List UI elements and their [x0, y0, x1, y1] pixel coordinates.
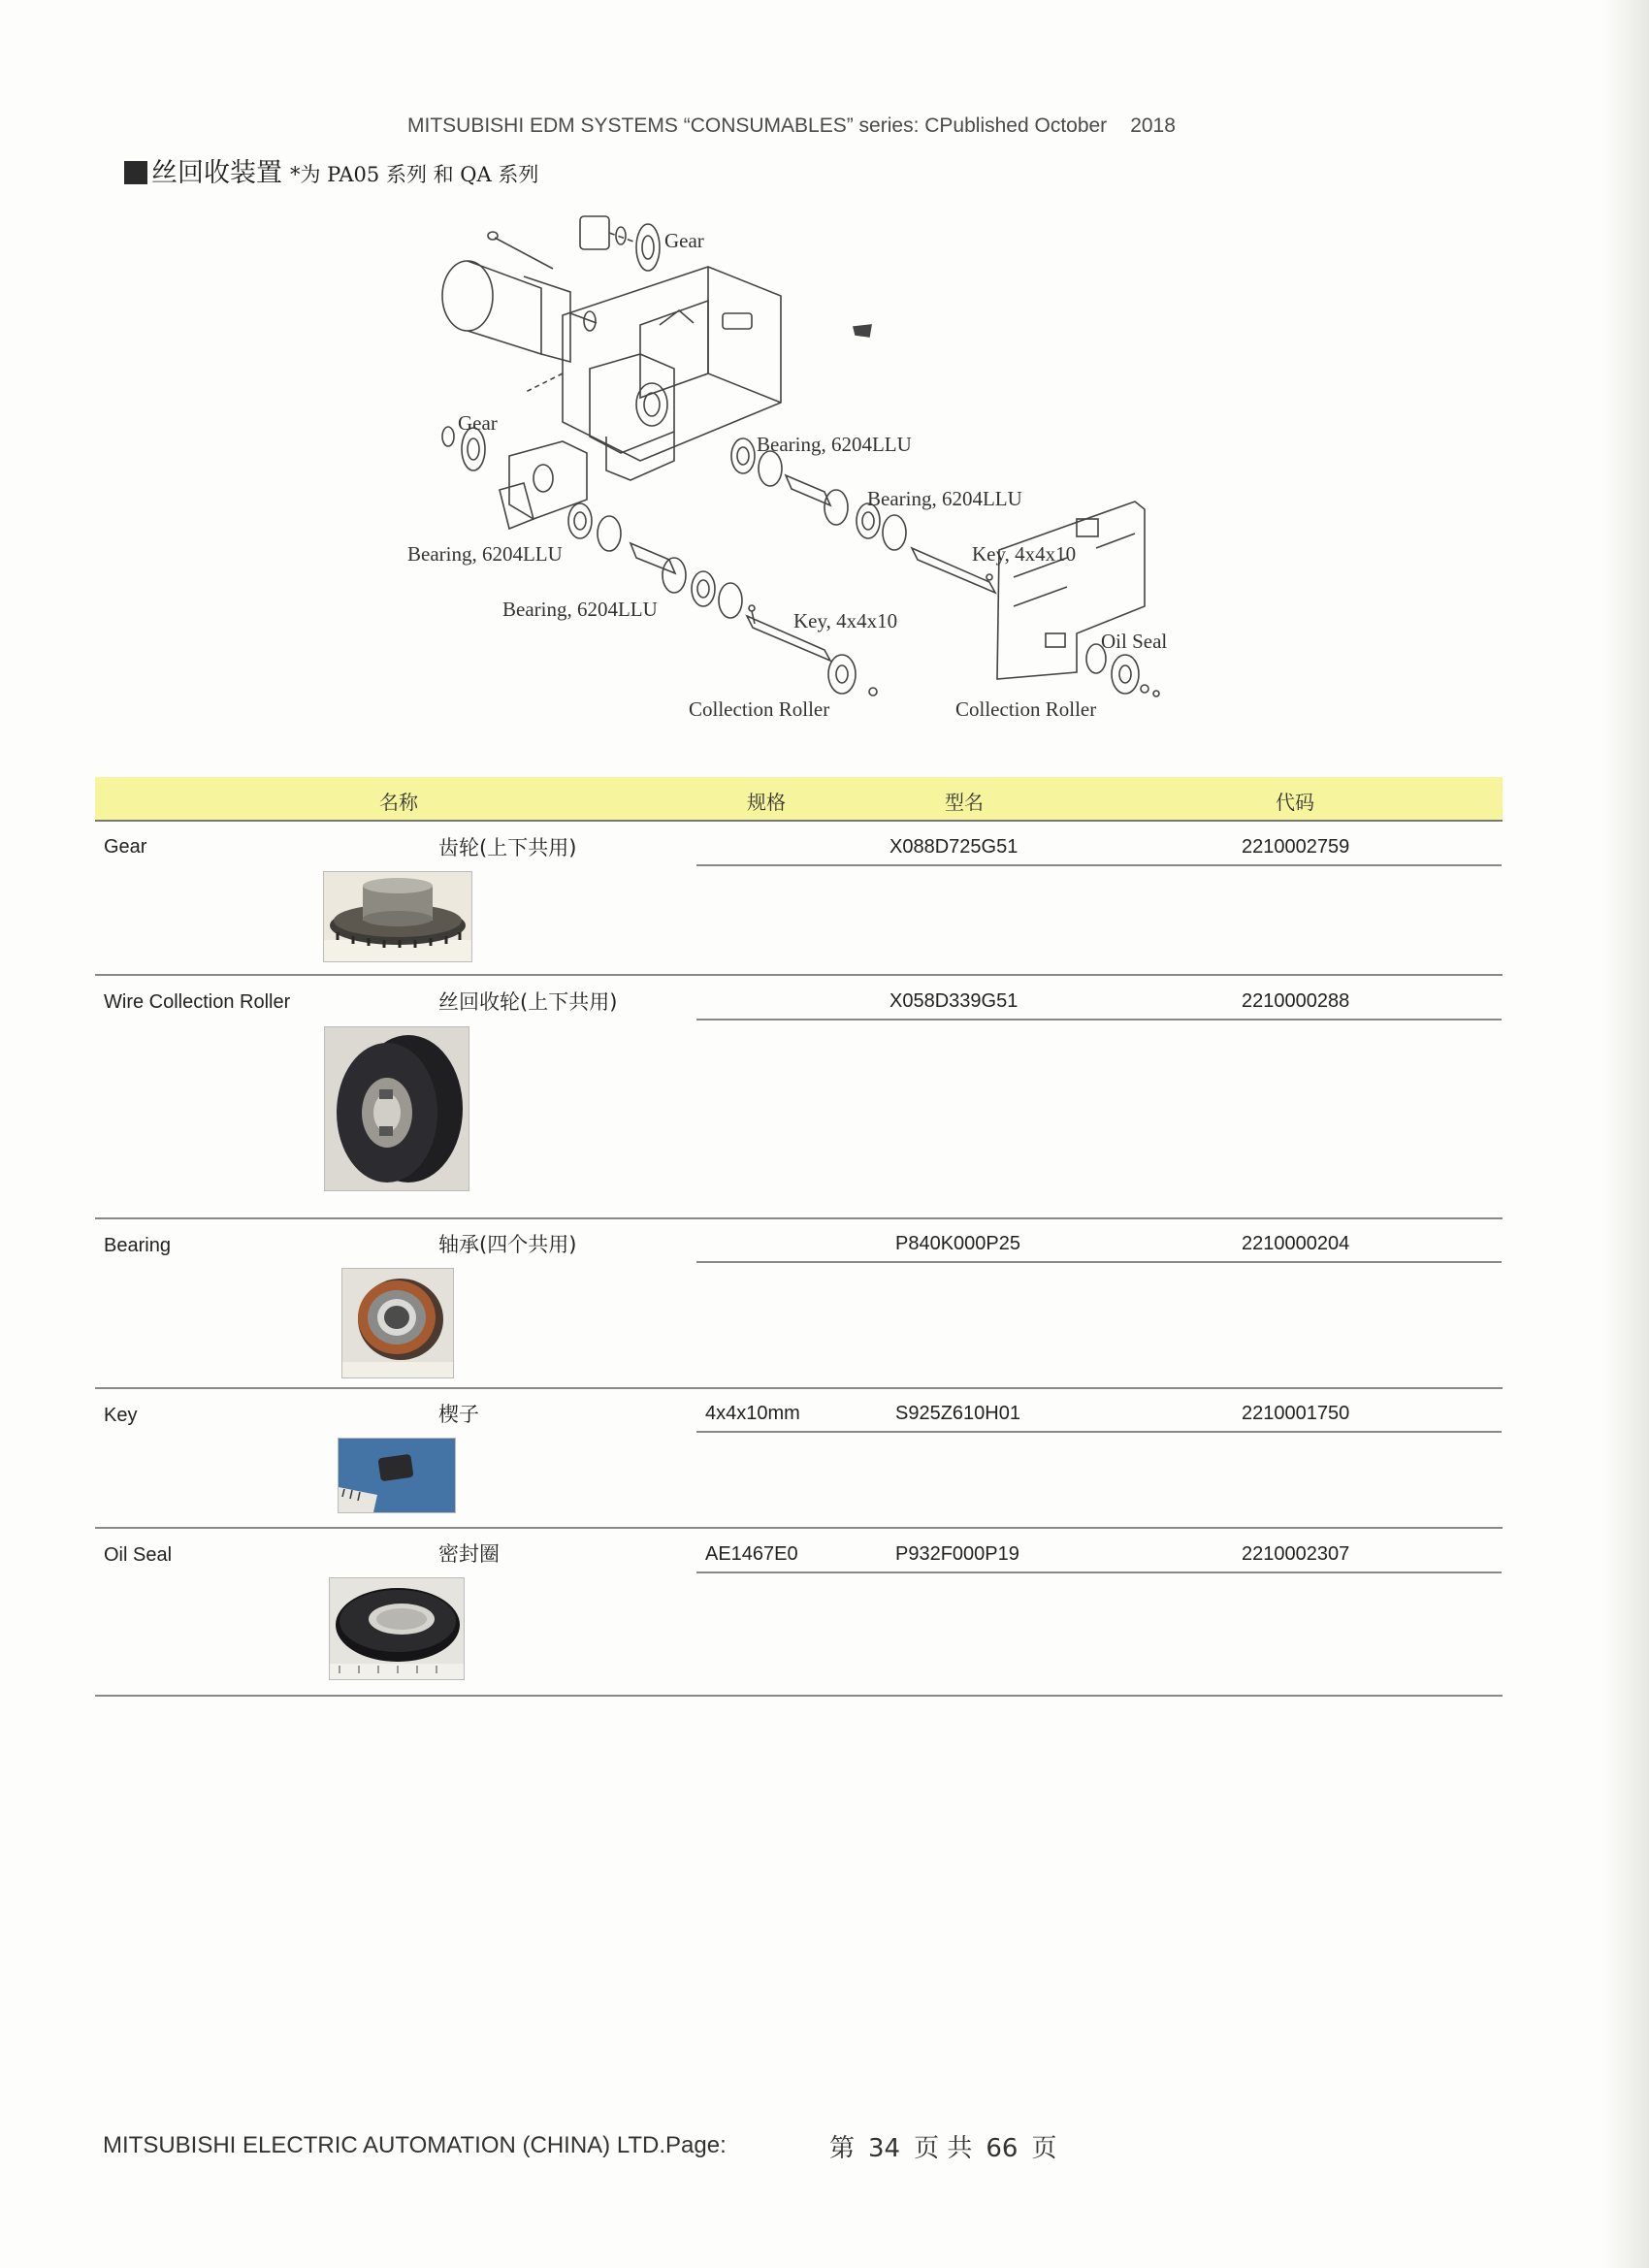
footer-page-mid: 页 共 — [914, 2134, 973, 2163]
gear-photo — [323, 871, 472, 962]
bearing-photo — [341, 1268, 454, 1378]
row-name-en: Key — [104, 1405, 138, 1426]
header-year: 2018 — [1130, 114, 1176, 137]
footer-page-number: 34 — [868, 2134, 901, 2163]
section-title-cn: 丝回收装置 — [151, 158, 282, 188]
diagram-label-bearing-2: Bearing, 6204LLU — [867, 487, 1022, 510]
exploded-parts-diagram — [398, 199, 1193, 737]
diagram-label-oil-seal: Oil Seal — [1101, 630, 1168, 653]
roller-photo — [324, 1026, 469, 1191]
section-title — [124, 151, 538, 189]
row-code: 2210000204 — [1242, 1233, 1350, 1254]
diagram-label-key-left: Key, 4x4x10 — [793, 609, 898, 632]
row-model: S925Z610H01 — [895, 1403, 1020, 1424]
row-spec: 4x4x10mm — [705, 1403, 800, 1424]
row-model: X088D725G51 — [889, 836, 1018, 858]
row-subline — [696, 1261, 1502, 1263]
diagram-label-bearing-3: Bearing, 6204LLU — [407, 542, 563, 566]
diagram-label-roller-left: Collection Roller — [689, 697, 830, 721]
row-name-en: Wire Collection Roller — [104, 991, 291, 1013]
diagram-label-gear-top: Gear — [664, 229, 704, 252]
oil-seal-photo — [329, 1577, 465, 1680]
row-code: 2210002307 — [1242, 1543, 1350, 1565]
row-subline — [696, 1019, 1502, 1021]
row-name-cn: 齿轮(上下共用) — [438, 836, 577, 859]
row-model: X058D339G51 — [889, 990, 1018, 1012]
footer-page-suffix: 页 — [1031, 2134, 1057, 2163]
diagram-label-bearing-4: Bearing, 6204LLU — [502, 598, 658, 621]
diagram-label-key-right: Key, 4x4x10 — [972, 542, 1077, 566]
header-model: 型名 — [945, 793, 984, 814]
diagram-label-gear-left: Gear — [458, 411, 498, 435]
row-subline — [696, 1431, 1502, 1433]
footer-page-total: 66 — [986, 2134, 1018, 2163]
row-name-cn: 丝回收轮(上下共用) — [438, 990, 618, 1014]
footer-company: MITSUBISHI ELECTRIC AUTOMATION (CHINA) LTD.Page: — [103, 2132, 727, 2158]
diagram-label-bearing-1: Bearing, 6204LLU — [757, 433, 912, 456]
header-name: 名称 — [379, 793, 418, 814]
row-model: P840K000P25 — [895, 1233, 1021, 1254]
row-subline — [696, 1571, 1502, 1573]
row-divider — [95, 1695, 1503, 1697]
row-code: 2210001750 — [1242, 1403, 1350, 1424]
square-bullet-icon — [124, 161, 147, 184]
row-divider — [95, 1387, 1503, 1389]
document-header — [407, 114, 1176, 138]
header-spec: 规格 — [747, 793, 786, 814]
header-code: 代码 — [1276, 793, 1314, 814]
row-divider — [95, 1217, 1503, 1219]
key-photo — [338, 1438, 456, 1513]
row-model: P932F000P19 — [895, 1543, 1019, 1565]
page-edge-shadow — [1600, 0, 1649, 2268]
row-divider — [95, 974, 1503, 976]
diagram-label-roller-right: Collection Roller — [955, 697, 1097, 721]
row-code: 2210000288 — [1242, 990, 1350, 1012]
row-name-en: Bearing — [104, 1235, 171, 1256]
row-name-cn: 轴承(四个共用) — [438, 1233, 577, 1256]
parts-table-header — [95, 777, 1503, 822]
footer-page-prefix: 第 — [829, 2134, 856, 2163]
section-subtitle: *为 PA05 系列 和 QA 系列 — [290, 163, 539, 186]
row-divider — [95, 1527, 1503, 1529]
row-name-cn: 楔子 — [438, 1403, 479, 1426]
row-name-cn: 密封圈 — [438, 1542, 500, 1566]
row-name-en: Gear — [104, 836, 147, 858]
header-series-text: MITSUBISHI EDM SYSTEMS “CONSUMABLES” series: CPublished October — [407, 114, 1108, 137]
row-name-en: Oil Seal — [104, 1544, 173, 1566]
row-code: 2210002759 — [1242, 836, 1350, 858]
footer-page-indicator — [829, 2128, 1070, 2164]
row-spec: AE1467E0 — [705, 1543, 798, 1565]
row-subline — [696, 864, 1502, 866]
